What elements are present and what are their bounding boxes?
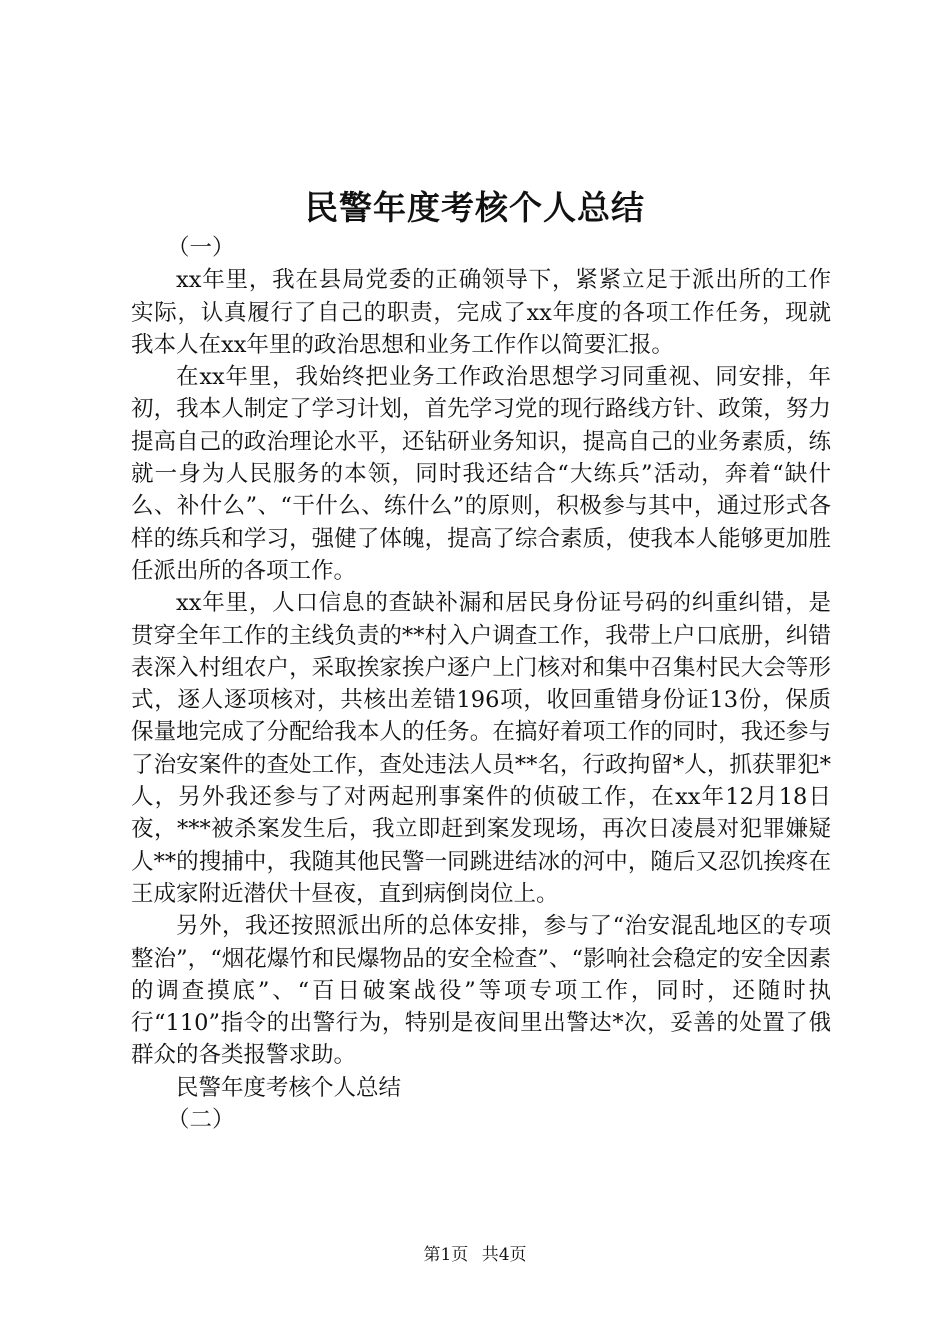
paragraph: xx年里，人口信息的查缺补漏和居民身份证号码的纠重纠错，是贯穿全年工作的主线负责的**村入户调查工作，我带上户口底册，纠错表深入村组农户，采取挨家挨户逐户上门核对和集中召集村民大会等形式，逐人逐项核对，共核出差错196项，收回重错身份证13份，保质保量地完成了分配给我本人的任务。在搞好着项工作的同时，我还参与了治安案件的查处工作，查处违法人员**名，行政拘留*人，抓获罪犯*人，另外我还参与了对两起刑事案件的侦破工作，在xx年12月18日夜，***被杀案发生后，我立即赶到案发现场，再次日凌晨对犯罪嫌疑人**的搜捕中，我随其他民警一同跳进结冰的河中，随后又忍饥挨疼在王成家附近潜伏十昼夜，直到病倒岗位上。 <box>131 590 831 907</box>
paragraph: 另外，我还按照派出所的总体安排，参与了“治安混乱地区的专项整治”，“烟花爆竹和民爆物品的安全检查”、“影响社会稳定的安全因素的调查摸底”、“百日破案战役”等项专项工作，同时，还随时执行“110”指令的出警行为，特别是夜间里出警达*次，妥善的处置了俄群众的各类报警求助。 <box>131 913 831 1069</box>
section-marker: （一） <box>167 235 235 261</box>
document-body <box>131 232 831 1136</box>
section-heading: 民警年度考核个人总结 <box>176 1074 402 1101</box>
paragraph: xx年里，我在县局党委的正确领导下，紧紧立足于派出所的工作实际，认真履行了自己的职责，完成了xx年度的各项工作任务，现就我本人在xx年里的政治思想和业务工作作以简要汇报。 <box>131 267 831 358</box>
paragraph: 在xx年里，我始终把业务工作政治思想学习同重视、同安排，年初，我本人制定了学习计划，首先学习党的现行路线方针、政策，努力提高自己的政治理论水平，还钻研业务知识，提高自己的业务素质，练就一身为人民服务的本领，同时我还结合“大练兵”活动，奔着“缺什么、补什么”、“干什么、练什么”的原则，积极参与其中，通过形式各样的练兵和学习，强健了体魄，提高了综合素质，使我本人能够更加胜任派出所的各项工作。 <box>131 364 831 584</box>
page-number: 第1页 <box>423 1245 469 1265</box>
page-footer <box>0 1243 950 1267</box>
section-marker: （二） <box>167 1107 235 1134</box>
page-total: 共4页 <box>481 1245 527 1265</box>
document-title: 民警年度考核个人总结 <box>305 188 645 227</box>
